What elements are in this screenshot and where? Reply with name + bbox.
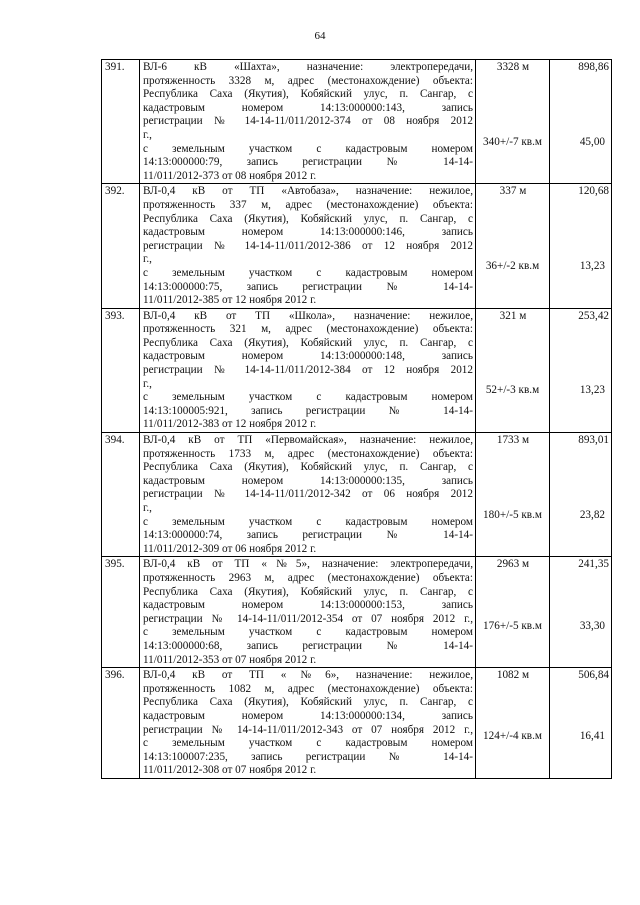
description-line: Республика Саха (Якутия), Кобяйский улус, п. Сангар, с xyxy=(143,212,473,225)
row-number: 391. xyxy=(102,60,140,184)
description-line: Республика Саха (Якутия), Кобяйский улус, п. Сангар, с xyxy=(143,585,473,598)
land-cost-value: 23,82 xyxy=(579,508,605,521)
description-line: 14:13:000000:74, запись регистрации № 14-14- xyxy=(143,529,473,542)
description-line: кадастровым номером 14:13:000000:143, запись xyxy=(143,101,473,114)
land-cost-value: 13,23 xyxy=(579,260,605,273)
extent-cell xyxy=(476,433,550,557)
length-value: 321 м xyxy=(499,309,527,322)
land-area-value: 52+/-3 кв.м xyxy=(485,384,540,397)
description-line: 11/011/2012-308 от 07 ноября 2012 г. xyxy=(143,764,317,777)
object-cost-value: 253,42 xyxy=(578,309,609,322)
object-cost-value: 893,01 xyxy=(578,434,609,447)
table-row xyxy=(102,557,612,668)
row-number: 394. xyxy=(102,433,140,557)
cost-cell xyxy=(550,668,612,779)
description-line: Республика Саха (Якутия), Кобяйский улус, п. Сангар, с xyxy=(143,461,473,474)
description-line: 14:13:100005:921, запись регистрации № 14-14- xyxy=(143,404,473,417)
registry-body xyxy=(102,60,612,779)
extent-cell xyxy=(476,60,550,184)
description-line: кадастровым номером 14:13:000000:135, запись xyxy=(143,474,473,487)
row-number: 392. xyxy=(102,184,140,308)
description-line: протяженность 1733 м, адрес (местонахождение) объекта: xyxy=(143,447,473,460)
object-cost-value: 506,84 xyxy=(578,669,609,682)
description-line: ВЛ-0,4 кВ от ТП «Школа», назначение: нежилое, xyxy=(143,309,473,322)
description-line: ВЛ-6 кВ «Шахта», назначение: электропередачи, xyxy=(143,61,473,73)
extent-cell xyxy=(476,557,550,668)
description-line: регистрации № 14-14-11/011/2012-343 от 07 ноября 2012 г., xyxy=(143,723,473,736)
description-line: кадастровым номером 14:13:000000:134, запись xyxy=(143,709,473,722)
land-cost-value: 45,00 xyxy=(579,135,605,148)
land-area-value: 36+/-2 кв.м xyxy=(485,260,540,273)
description-line: Республика Саха (Якутия), Кобяйский улус, п. Сангар, с xyxy=(143,88,473,101)
land-cost-value: 33,30 xyxy=(579,619,605,632)
land-area-value: 180+/-5 кв.м xyxy=(483,508,542,521)
description-line: регистрации № 14-14-11/011/2012-342 от 06 ноября 2012 xyxy=(143,488,473,501)
description-line: протяженность 337 м, адрес (местонахождение) объекта: xyxy=(143,198,473,211)
extent-cell xyxy=(476,668,550,779)
description-line: с земельным участком с кадастровым номером xyxy=(143,142,473,155)
description-line: регистрации № 14-14-11/011/2012-374 от 08 ноября 2012 xyxy=(143,115,473,128)
object-cost-value: 120,68 xyxy=(578,185,609,198)
object-cost-value: 241,35 xyxy=(578,558,609,571)
row-number: 393. xyxy=(102,308,140,432)
description-line: с земельным участком с кадастровым номером xyxy=(143,626,473,639)
description-line: 14:13:000000:79, запись регистрации № 14-14- xyxy=(143,156,473,169)
object-description xyxy=(140,433,476,557)
description-line: Республика Саха (Якутия), Кобяйский улус, п. Сангар, с xyxy=(143,336,473,349)
length-value: 337 м xyxy=(499,185,527,198)
description-line: регистрации № 14-14-11/011/2012-386 от 12 ноября 2012 xyxy=(143,239,473,252)
description-line: Республика Саха (Якутия), Кобяйский улус, п. Сангар, с xyxy=(143,696,473,709)
description-line: 11/011/2012-383 от 12 ноября 2012 г. xyxy=(143,418,317,431)
object-description xyxy=(140,60,476,184)
description-line: протяженность 1082 м, адрес (местонахождение) объекта: xyxy=(143,682,473,695)
description-line: кадастровым номером 14:13:000000:146, запись xyxy=(143,226,473,239)
description-line: 14:13:000000:68, запись регистрации № 14-14- xyxy=(143,639,473,652)
object-cost-value: 898,86 xyxy=(578,61,609,73)
description-line: 11/011/2012-309 от 06 ноября 2012 г. xyxy=(143,542,317,555)
description-line: г., xyxy=(143,253,152,266)
cost-cell xyxy=(550,308,612,432)
description-line: кадастровым номером 14:13:000000:153, запись xyxy=(143,599,473,612)
length-value: 3328 м xyxy=(496,61,530,73)
length-value: 1733 м xyxy=(496,434,530,447)
land-cost-value: 13,23 xyxy=(579,384,605,397)
table-row xyxy=(102,184,612,308)
description-line: с земельным участком с кадастровым номером xyxy=(143,266,473,279)
description-line: г., xyxy=(143,502,152,514)
description-line: 14:13:000000:75, запись регистрации № 14-14- xyxy=(143,280,473,293)
description-line: с земельным участком с кадастровым номером xyxy=(143,737,473,750)
land-cost-value: 16,41 xyxy=(579,730,605,743)
description-line: 11/011/2012-353 от 07 ноября 2012 г. xyxy=(143,653,317,666)
description-line: ВЛ-0,4 кВ от ТП «Автобаза», назначение: нежилое, xyxy=(143,185,473,198)
object-description xyxy=(140,184,476,308)
extent-cell xyxy=(476,184,550,308)
description-line: протяженность 321 м, адрес (местонахождение) объекта: xyxy=(143,323,473,336)
length-value: 1082 м xyxy=(496,669,530,682)
table-row xyxy=(102,308,612,432)
table-row xyxy=(102,60,612,184)
registry-table xyxy=(101,59,612,779)
page-number: 64 xyxy=(314,30,326,42)
description-line: г., xyxy=(143,128,152,141)
land-area-value: 340+/-7 кв.м xyxy=(483,135,542,148)
row-number: 395. xyxy=(102,557,140,668)
description-line: протяженность 3328 м, адрес (местонахождение) объекта: xyxy=(143,74,473,87)
description-line: ВЛ-0,4 кВ от ТП «№5», назначение: электропередачи, xyxy=(143,558,473,571)
description-line: 14:13:100007:235, запись регистрации № 14-14- xyxy=(143,750,473,763)
description-line: ВЛ-0,4 кВ от ТП «Первомайская», назначение: нежилое, xyxy=(143,434,473,447)
land-area-value: 176+/-5 кв.м xyxy=(483,619,542,632)
description-line: 11/011/2012-385 от 12 ноября 2012 г. xyxy=(143,294,317,307)
extent-cell xyxy=(476,308,550,432)
row-number: 396. xyxy=(102,668,140,779)
object-description xyxy=(140,668,476,779)
description-line: протяженность 2963 м, адрес (местонахождение) объекта: xyxy=(143,571,473,584)
description-line: кадастровым номером 14:13:000000:148, запись xyxy=(143,350,473,363)
description-line: г., xyxy=(143,377,152,390)
description-line: регистрации № 14-14-11/011/2012-384 от 12 ноября 2012 xyxy=(143,364,473,377)
description-line: 11/011/2012-373 от 08 ноября 2012 г. xyxy=(143,169,317,182)
description-line: с земельным участком с кадастровым номером xyxy=(143,391,473,404)
description-line: с земельным участком с кадастровым номером xyxy=(143,515,473,528)
table-row xyxy=(102,668,612,779)
cost-cell xyxy=(550,184,612,308)
description-line: ВЛ-0,4 кВ от ТП «№6», назначение: нежилое, xyxy=(143,669,473,682)
cost-cell xyxy=(550,60,612,184)
object-description xyxy=(140,557,476,668)
cost-cell xyxy=(550,557,612,668)
table-row xyxy=(102,433,612,557)
length-value: 2963 м xyxy=(496,558,530,571)
description-line: регистрации № 14-14-11/011/2012-354 от 07 ноября 2012 г., xyxy=(143,612,473,625)
object-description xyxy=(140,308,476,432)
land-area-value: 124+/-4 кв.м xyxy=(483,730,542,743)
cost-cell xyxy=(550,433,612,557)
